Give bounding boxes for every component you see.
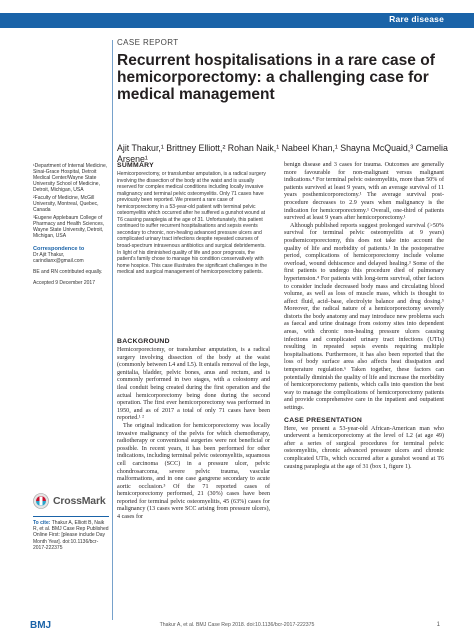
- crossmark-icon: [33, 493, 49, 509]
- case-presentation-text: Here, we present a 53-year-old African-American man who underwent a hemicorporectomy at the level of L2 (at age 49) after a series of surgical procedures for terminal pelvic osteomyelitis, chronic advanced pressure ulcers and chronic complicated UTIs, which occurred after a gunshot wound at T6 causing paraplegia at the age of 31 (box 1, figure 1).: [284, 425, 444, 470]
- article-title: Recurrent hospitalisations in a rare case of hemicorporectomy: a challenging case for medical management: [117, 52, 435, 103]
- cite-text: Thakur A, Elliott B, Naik R, et al. BMJ Case Rep Published Online First: [please include Day Month Year]. doi:10.1136/bcr-2017-222375: [33, 520, 109, 551]
- correspondence-text[interactable]: Dr Ajit Thakur, carindianx@gmail.com: [33, 252, 84, 264]
- correspondence-heading: Correspondence to: [33, 246, 85, 252]
- summary-section: [117, 162, 270, 276]
- right-paragraph-2: Although published reports suggest prolonged survival (>50% survival for terminal pelvic osteomyelitis at 9 years) posthemicorporectomy, this does not take into account the quality of life and morbidity of patients.¹ In the postoperative period, complications of hemicorporectomy include volume overload, wound dehiscence and delayed healing.³ Some of the first patients to undergo this procedure died of pulmonary hypertension.⁴ For patients with long-term survival, other factors to consider include decreased body mass and circulating blood volume, as well as loss of muscle mass, which is thought to affect fluid, acid–base, electrolyte balance and drug dosing.⁵ Moreover, the radical nature of a hemicorporectomy severely distorts the body anatomy and may introduce new problems such as faecal and urine drainage from ostomy sites into dependent areas, with chronic non-healing pressure ulcers causing infections and complicated urinary tract infections (UTIs) resulting in repeated sepsis events requiring multiple hospitalisations. Furthermore, it has also been reported that the loss of body surface area also affects heat dissipation and temperature regulation.⁶ Taken together, these factors can potentially diminish the quality of life and increase the morbidity of hemicorporectomy patients, which calls into question the best way to manage the complications of hemicorporectomy patients and provide comprehensive care in the inpatient and outpatient settings.: [284, 222, 444, 411]
- cite-box: [33, 516, 109, 551]
- cite-label: To cite:: [33, 520, 51, 526]
- crossmark-badge[interactable]: [33, 492, 111, 512]
- right-paragraph-1: benign disease and 3 cases for trauma. Outcomes are generally more favourable for non-malignant versus malignant indications.⁴ For terminal pelvic osteomyelitis, more than 50% of patients survived at least 9 years, with an average survival of 11 years posthemicorporectomy.¹ The average survival post-procedure decreases to 2.9 years when malignancy is the indication for hemicorporectomy.¹ Overall, one-third of patients survived at least 9 years after hemicorporectomy.¹: [284, 162, 444, 222]
- case-presentation-section: [284, 417, 444, 472]
- equal-contribution-note: BE and RN contributed equally.: [33, 269, 103, 275]
- column-divider: [112, 40, 113, 620]
- page-number: 1: [436, 622, 440, 628]
- article-type: CASE REPORT: [117, 38, 179, 47]
- sidebar: [33, 163, 109, 286]
- section-tag: Rare disease: [389, 14, 444, 24]
- affiliation-2: ²Faculty of Medicine, McGill University, Montreal, Quebec, Canada: [33, 195, 99, 213]
- accepted-date: Accepted 9 December 2017: [33, 280, 95, 286]
- case-presentation-heading: CASE PRESENTATION: [284, 416, 363, 424]
- header-bar: [0, 13, 474, 28]
- background-section: [117, 338, 270, 522]
- footer-citation: Thakur A, et al. BMJ Case Rep 2018. doi:10.1136/bcr-2017-222375: [159, 622, 315, 628]
- page-footer: [0, 620, 474, 632]
- background-paragraph-1: Hemicorporectomy, or translumbar amputation, is a radical surgery involving dissection of the body at the waist (commonly between L4 and L5). It entails removal of the legs, genitalia, bladder, pelvic bones, anus and rectum, and is commonly performed in two stages, with a colostomy and ileal conduit being created during the first operation and the actual hemicorporectomy being done during the second operation. The first ever hemicorporectomy was performed in 1950, and as of 2017 a total of only 71 cases have been reported.¹ ²: [117, 347, 270, 422]
- background-heading: BACKGROUND: [117, 338, 170, 345]
- right-column: [284, 162, 444, 471]
- bmj-logo: BMJ: [30, 620, 52, 631]
- summary-heading: SUMMARY: [117, 162, 154, 169]
- background-paragraph-2: The original indication for hemicorporectomy was locally invasive malignancy of the pelvis for which chemotherapy, radiotherapy or conventional surgeries were not beneficial or possible. In recent years, it has been performed for other indications, including terminal pelvic osteomyelitis, squamous cell carcinoma (SCC) in a pressure ulcer, pelvic chondrosarcoma, severe pelvic trauma, vascular malformations, and in one case gangrene secondary to acute aortic occlusion.³ Of the 71 reported cases of hemicorporectomy performed, 21 (30%) cases have been reported for terminal pelvic osteomyelitis, 45 (63%) cases for malignancy (13 cases were SCC arising from pressure ulcers), 4 cases for: [117, 422, 270, 521]
- affiliation-1: ¹Department of Internal Medicine, Sinai-Grace Hospital, Detroit Medical Center/Wayne State University School of Medicine, Detroit, Michigan, USA: [33, 163, 108, 193]
- summary-text: Hemicorporectomy, or translumbar amputation, is a radical surgery involving the dissection of the body at the waist and is usually reserved for complex medical conditions including locally invasive malignancy and terminal pelvic osteomyelitis. Only 71 cases have previously been reported. We present a rare case of hemicorporectomy in a 53-year-old patient with terminal pelvic osteomyelitis which occurred after he suffered a gunshot wound at T6 causing paraplegia at the age of 31. Unfortunately, this patient continued to suffer recurrent hospitalisations and sepsis events secondary to chronic, non-healing advanced pressure ulcers and complicated urinary tract infections despite repeated courses of broad-spectrum intravenous antibiotics and surgical debridements. In light of his diminished quality of life and poor prognosis, the patient's family chose to manage his condition conservatively with home hospice. This case illustrates the significant challenges in the medical and surgical management of hemicorporectomy patients.: [117, 171, 267, 276]
- author-list: Ajit Thakur,¹ Brittney Elliott,² Rohan Naik,¹ Nabeel Khan,¹ Shayna McQuaid,³ Camelia Arsene¹: [117, 143, 448, 164]
- crossmark-label: CrossMark: [53, 495, 106, 507]
- affiliation-3: ³Eugene Applebaum College of Pharmacy and Health Sciences, Wayne State University, Detroit, Michigan, USA: [33, 215, 105, 239]
